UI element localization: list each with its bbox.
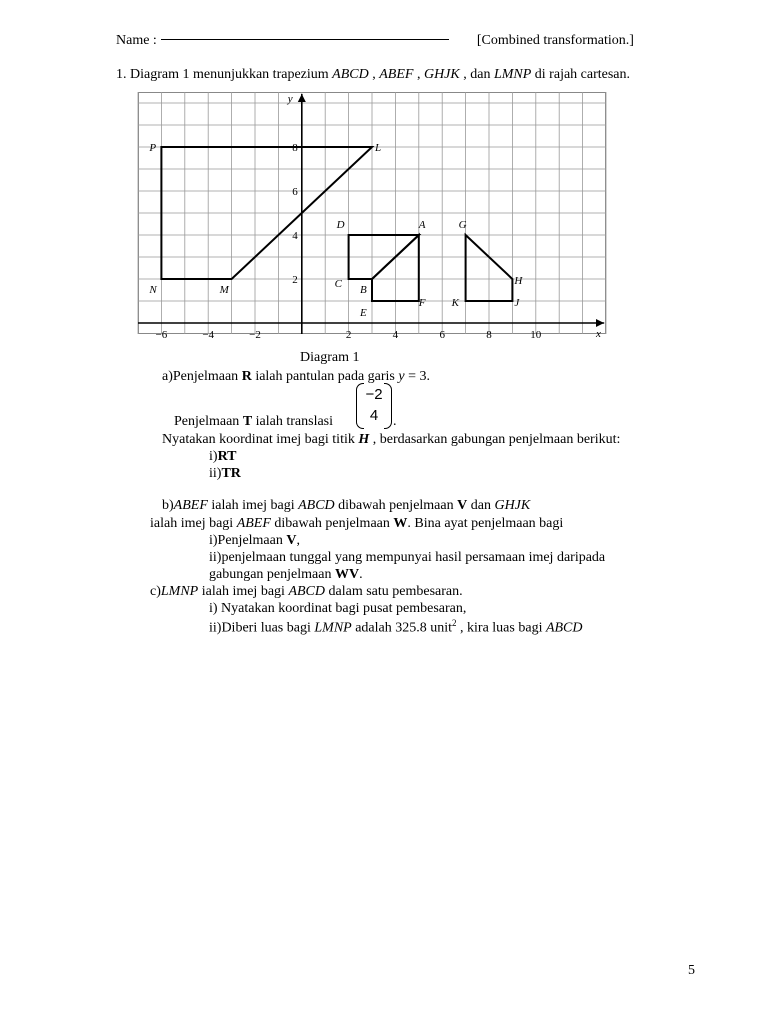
vector-period: .: [393, 414, 397, 429]
x-axis-label: x: [596, 328, 601, 340]
shape-name: GHJK: [423, 67, 460, 82]
y-tick-label: 2: [292, 274, 298, 286]
shape-name: ABCD: [332, 67, 369, 82]
question-intro: 1. Diagram 1 menunjukkan trapezium ABCD , ABEF , GHJK , dan LMNP di rajah cartesan.: [116, 67, 631, 82]
point-label-g: G: [458, 219, 467, 231]
name-blank-line: [161, 39, 449, 40]
header: [116, 33, 634, 49]
topic-tag: [Combined transformation.]: [476, 33, 634, 48]
part-c-ii: ii)Diberi luas bagi LMNP adalah 325.8 unit$^2$ , kira luas bagi ABCD: [209, 618, 583, 636]
shape-name: ABEF: [379, 67, 414, 82]
translation-vector: [356, 383, 392, 429]
point-label-f: F: [418, 297, 426, 309]
part-b-line2: ialah imej bagi ABEF dibawah penjelmaan W. Bina ayat penjelmaan bagi: [150, 516, 564, 531]
name-label: Name :: [116, 33, 157, 48]
point-label-k: K: [451, 297, 459, 309]
part-b-ii-line2: gabungan penjelmaan WV.: [209, 567, 363, 582]
page-number: 5: [688, 963, 695, 978]
x-tick-label: −4: [202, 329, 215, 341]
part-a-line1: a)Penjelmaan R ialah pantulan pada garis y = 3.: [162, 369, 430, 384]
part-a-ii: ii)TR: [209, 466, 241, 481]
y-tick-label: 6: [292, 186, 298, 198]
cartesian-diagram: [138, 92, 606, 341]
vector-bottom: 4: [369, 407, 379, 424]
shape-name: LMNP: [493, 67, 532, 82]
point-label-a: A: [418, 219, 426, 231]
part-c-line1: c)LMNP ialah imej bagi ABCD dalam satu pembesaran.: [150, 584, 463, 599]
part-a-i: i)RT: [209, 449, 237, 464]
x-tick-label: 4: [392, 329, 399, 341]
point-label-h: H: [514, 275, 523, 287]
point-label-l: L: [375, 142, 382, 154]
part-a-line2: Penjelmaan T ialah translasi: [174, 414, 334, 429]
x-axis-arrow: [596, 319, 604, 327]
point-label-j: J: [514, 297, 520, 309]
point-label-n: N: [149, 284, 157, 296]
point-label-d: D: [336, 219, 345, 231]
point-label-p: P: [149, 142, 157, 154]
y-axis-arrow: [298, 94, 306, 102]
x-tick-label: −2: [249, 329, 261, 341]
part-c-i: i) Nyatakan koordinat bagi pusat pembesaran,: [209, 601, 467, 616]
x-tick-label: 8: [486, 329, 492, 341]
point-label-e: E: [360, 307, 367, 319]
right-parenthesis: [384, 383, 392, 429]
point-label-m: M: [219, 284, 229, 296]
y-tick-label: 4: [292, 230, 298, 242]
y-axis-label: y: [287, 93, 293, 105]
point-labels: [148, 142, 523, 319]
x-tick-label: 2: [345, 329, 352, 341]
part-b-i: i)Penjelmaan V,: [209, 533, 300, 548]
part-a-line3: Nyatakan koordinat imej bagi titik H , berdasarkan gabungan penjelmaan berikut:: [162, 432, 621, 447]
y-tick-label: 8: [292, 142, 298, 154]
x-tick-label: 10: [530, 329, 542, 341]
diagram-caption: Diagram 1: [300, 350, 360, 365]
part-b-ii-line1: ii)penjelmaan tunggal yang mempunyai hasil persamaan imej daripada: [209, 550, 606, 565]
part-b-line1: b)ABEF ialah imej bagi ABCD dibawah penjelmaan V dan GHJK: [162, 498, 531, 513]
vector-top: −2: [365, 386, 383, 403]
point-label-c: C: [334, 278, 342, 290]
x-tick-label: 6: [439, 329, 445, 341]
x-tick-label: −6: [155, 329, 168, 341]
point-label-b: B: [360, 284, 367, 296]
